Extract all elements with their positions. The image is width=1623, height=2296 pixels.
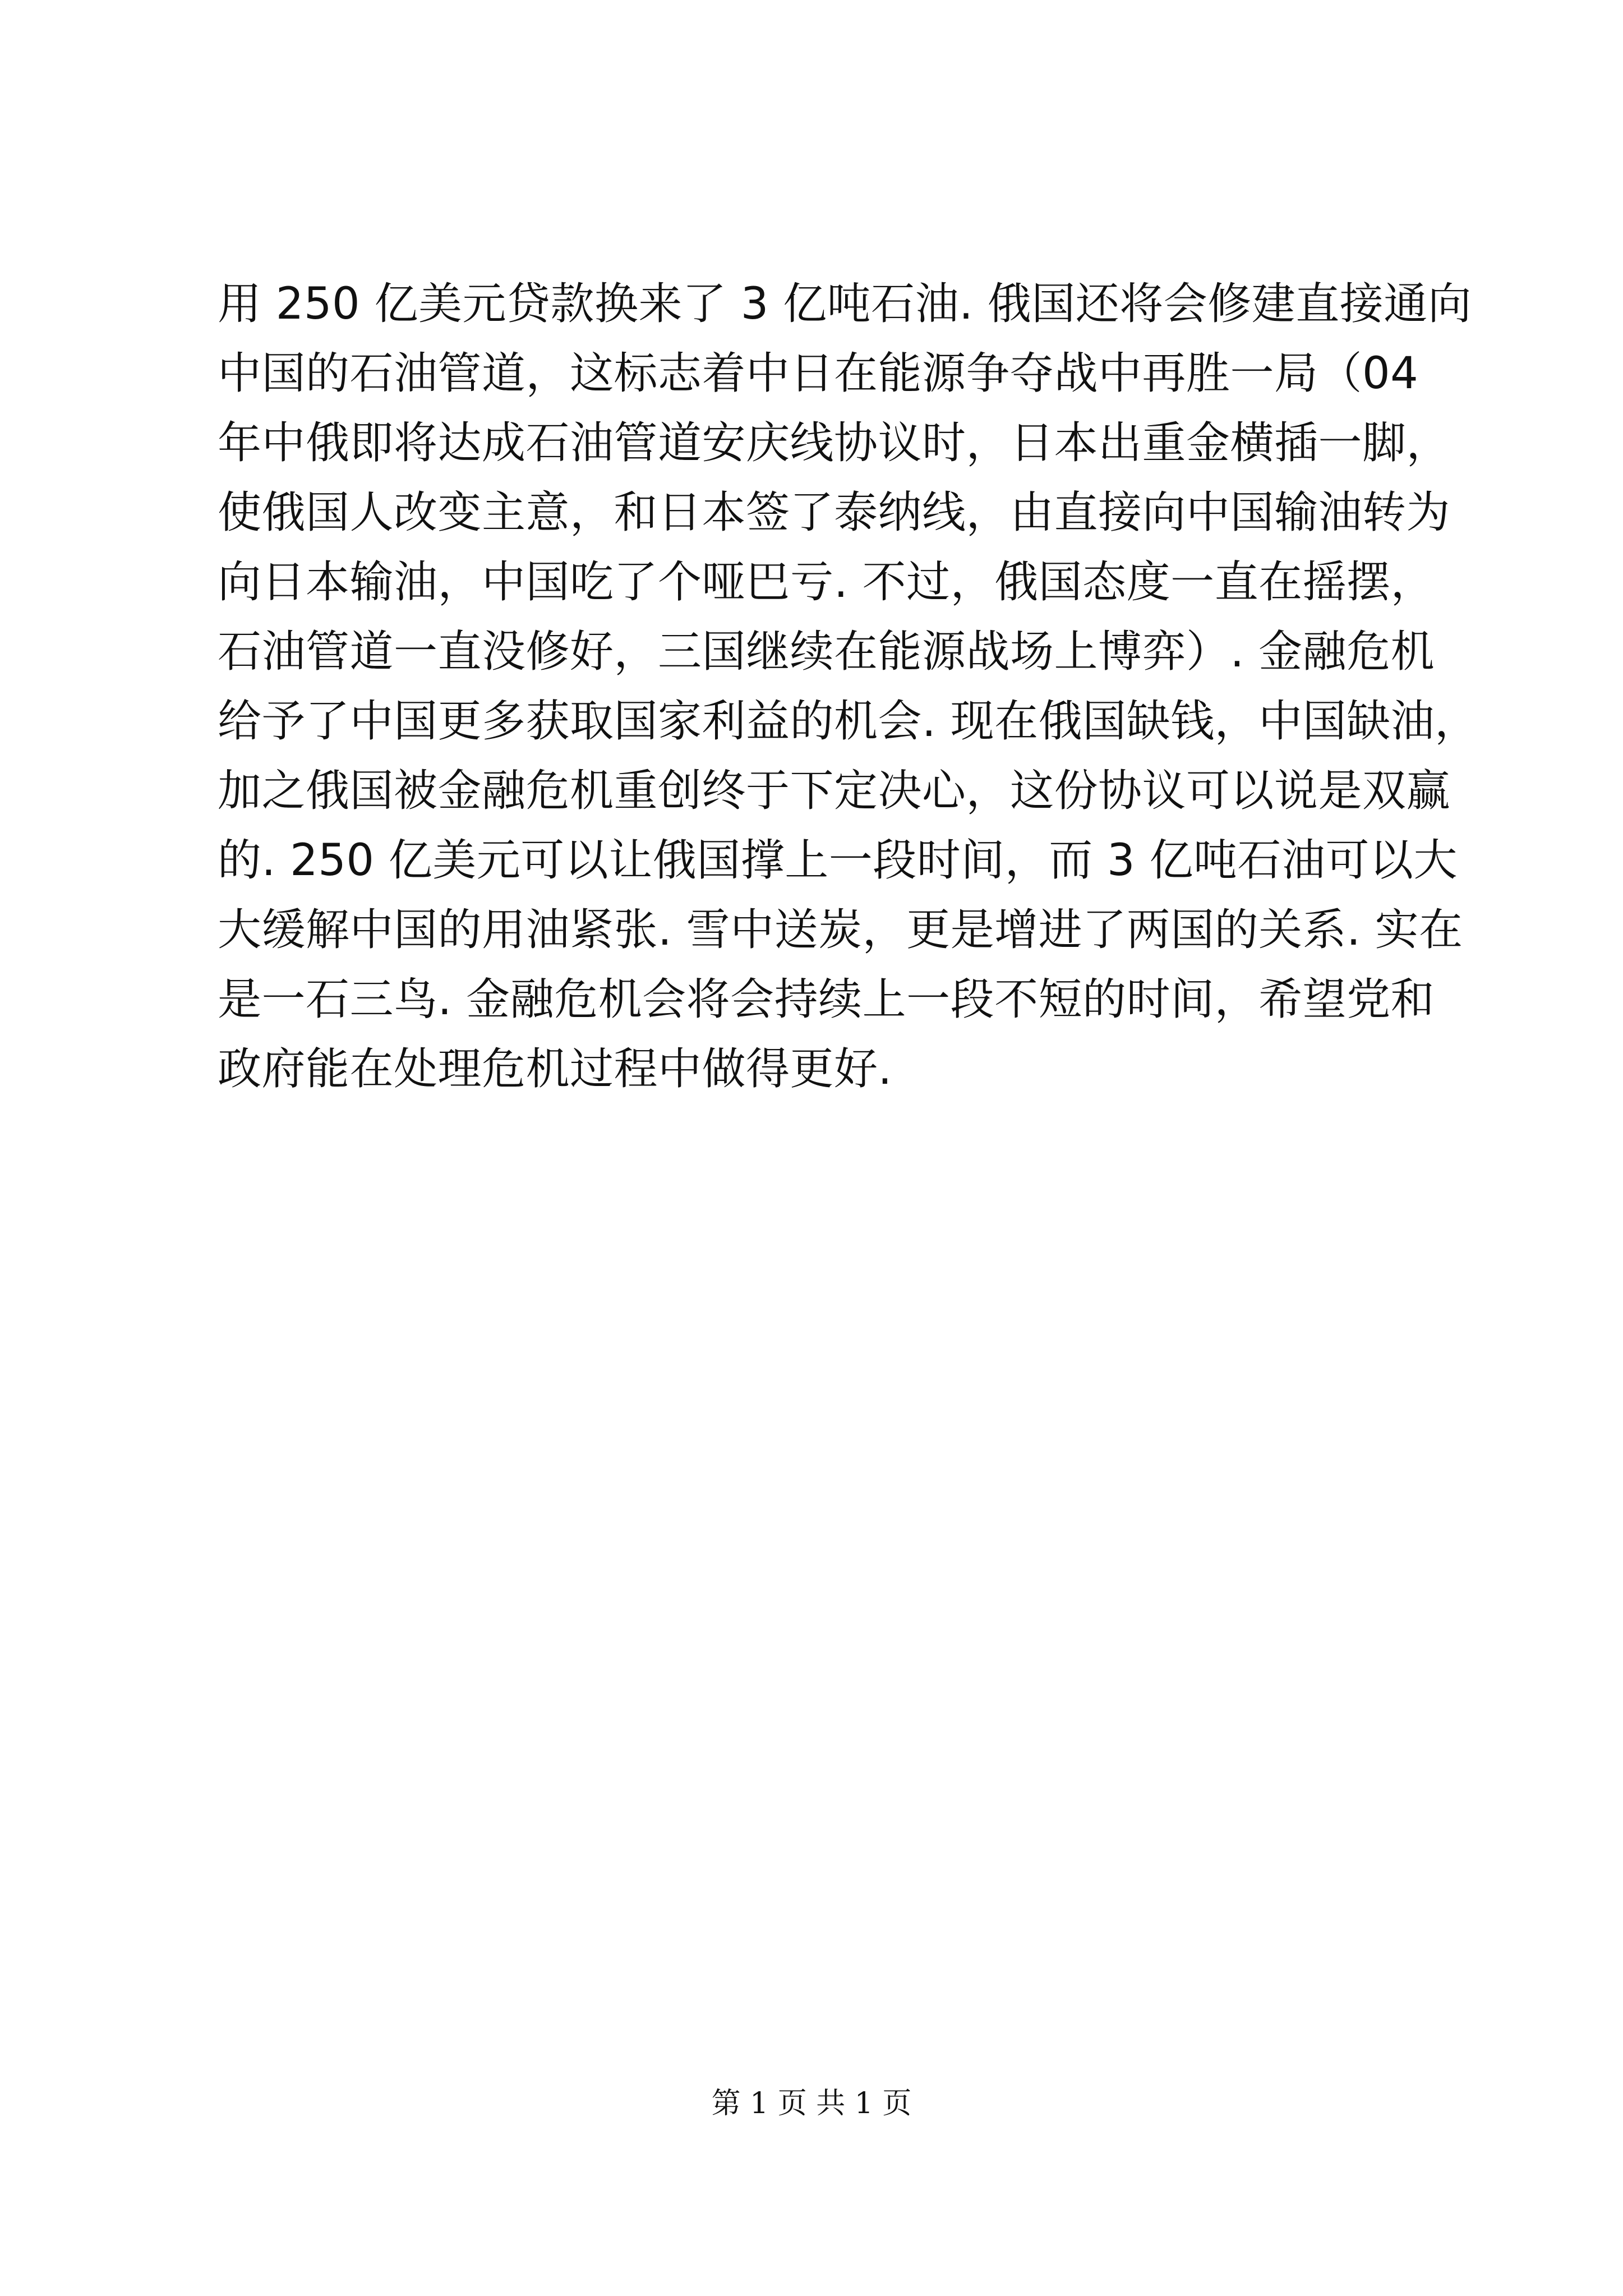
text-line: 政府能在处理危机过程中做得更好. [218, 1044, 892, 1094]
text-line: 大缓解中国的用油紧张. 雪中送炭，更是增进了两国的关系. 实在 [218, 905, 1463, 955]
text-line: 中国的石油管道，这标志着中日在能源争夺战中再胜一局（04 [218, 348, 1419, 399]
text-line: 的. 250 亿美元可以让俄国撑上一段时间，而 3 亿吨石油可以大 [218, 835, 1458, 886]
text-line: 使俄国人改变主意，和日本签了泰纳线，由直接向中国输油转为 [218, 487, 1451, 538]
page-number-footer: 第 1 页 共 1 页 [711, 2087, 912, 2120]
text-line: 向日本输油，中国吃了个哑巴亏. 不过，俄国态度一直在摇摆， [218, 557, 1435, 608]
text-line: 是一石三鸟. 金融危机会将会持续上一段不短的时间，希望党和 [218, 974, 1435, 1025]
text-line: 加之俄国被金融危机重创终于下定决心，这份协议可以说是双赢 [218, 766, 1451, 816]
text-line: 用 250 亿美元贷款换来了 3 亿吨石油. 俄国还将会修建直接通向 [218, 279, 1472, 329]
text-line: 石油管道一直没修好，三国继续在能源战场上博弈）. 金融危机 [218, 627, 1435, 677]
body-paragraph [218, 269, 1479, 1104]
text-line: 给予了中国更多获取国家利益的机会. 现在俄国缺钱，中国缺油， [218, 696, 1479, 747]
text-line: 年中俄即将达成石油管道安庆线协议时，日本出重金横插一脚， [218, 418, 1451, 468]
